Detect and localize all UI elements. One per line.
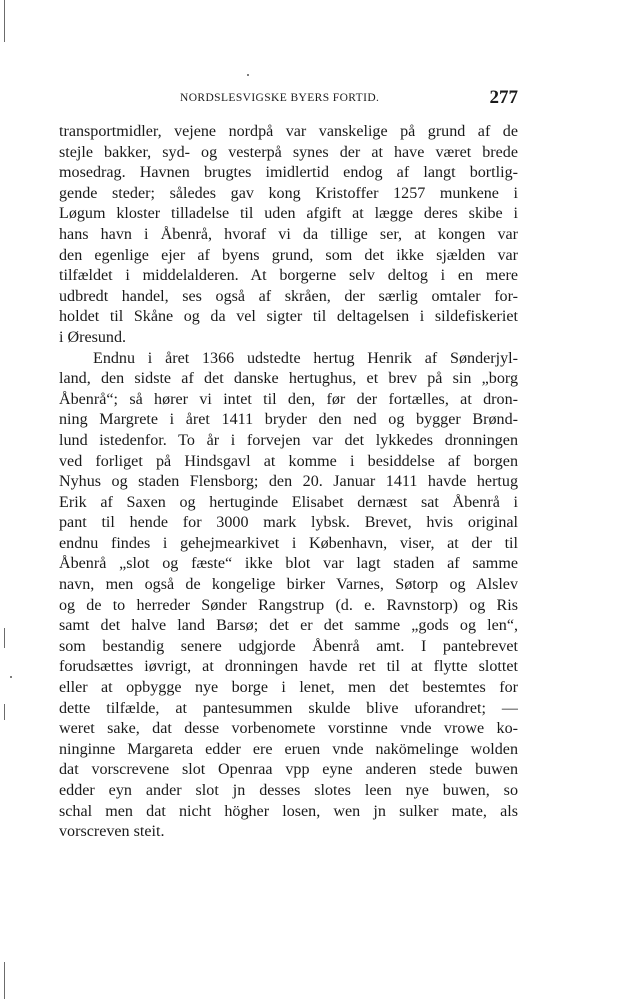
text-line: og de to herreder Sønder Rangstrup (d. e. Ravnstorp) og Ris (59, 596, 518, 614)
text-line: Endnu i året 1366 udstedte hertug Henrik af Sønderjyl- (93, 349, 518, 367)
text-line: som bestandig senere udgjorde Åbenrå amt. I pantebrevet (59, 637, 518, 655)
text-line: den egenlige ejer af byens grund, som det ikke sjælden var (59, 246, 518, 264)
text-line: ninginne Margareta edder ere eruen vnde nakömelinge wolden (59, 740, 518, 758)
text-line: hans havn i Åbenrå, hvoraf vi da tillige ser, at kongen var (59, 225, 518, 243)
text-line: dat vorscrevene slot Openraa vpp eyne anderen stede buwen (59, 761, 518, 779)
text-line: tilfældet i middelalderen. At borgerne selv deltog i en mere (59, 267, 518, 285)
page-header (60, 87, 518, 111)
page-edge-mark (4, 628, 5, 648)
text-line: eller at opbygge nye borge i lenet, men det bestemtes for (59, 679, 518, 697)
text-line: Løgum kloster tilladelse til uden afgift at lægge deres skibe i (59, 205, 518, 223)
text-line: land, den sidste af det danske hertughus, et brev på sin „borg (59, 370, 518, 388)
page-edge-mark (4, 962, 5, 999)
text-line: mosedrag. Havnen brugtes imidlertid endog af langt bortlig- (59, 164, 518, 182)
scan-speck (247, 74, 249, 76)
text-line: gende steder; således gav kong Kristoffer 1257 munkene i (59, 184, 518, 202)
text-line: pant til hende for 3000 mark lybsk. Brevet, hvis original (59, 514, 518, 532)
text-line: navn, men også de kongelige birker Varnes, Søtorp og Alslev (59, 576, 518, 594)
text-line: lund istedenfor. To år i forvejen var det lykkedes dronningen (59, 431, 518, 449)
text-line: udbredt handel, ses også af skråen, der særlig omtaler for- (59, 287, 518, 305)
text-line: Erik af Saxen og hertuginde Elisabet dernæst sat Åbenrå i (59, 493, 518, 511)
running-head: NORDSLESVIGSKE BYERS FORTID. (180, 92, 380, 104)
text-line: schal men dat nicht högher losen, wen jn sulker mate, als (59, 802, 518, 820)
text-line: forudsættes iøvrigt, at dronningen havde ret til at flytte slottet (59, 658, 518, 676)
text-line: dette tilfælde, at pantesummen skulde blive uforandret; — (59, 699, 518, 717)
text-line: Åbenrå „slot og fæste“ ikke blot var lagt staden af samme (59, 555, 518, 573)
text-line: holdet til Skåne og da vel sigter til deltagelsen i sildefiskeriet (59, 308, 518, 326)
text-line: vorscreven steit. (59, 823, 165, 841)
text-line: i Øresund. (59, 328, 127, 346)
text-line: stejle bakker, syd- og vesterpå synes der at have været brede (59, 143, 518, 161)
page-edge-mark (4, 0, 5, 42)
body-text (59, 122, 518, 843)
text-line: weret sake, dat desse vorbenomete vorstinne vnde vrowe ko- (59, 720, 518, 738)
text-line: transportmidler, vejene nordpå var vanskelige på grund af de (59, 123, 518, 140)
text-line: ning Margrete i året 1411 bryder den ned og bygger Brønd- (59, 411, 518, 429)
text-line: ved forliget på Hindsgavl at komme i besiddelse af borgen (59, 452, 518, 470)
text-line: samt det halve land Barsø; det er det samme „gods og len“, (59, 617, 518, 635)
page-edge-mark (4, 704, 5, 720)
scan-speck (10, 676, 12, 678)
text-line: endnu findes i gehejmearkivet i København, viser, at der til (59, 534, 518, 552)
text-line: Nyhus og staden Flensborg; den 20. Januar 1411 havde hertug (59, 473, 518, 491)
page-number: 277 (489, 87, 518, 108)
text-line: Åbenrå“; så hører vi intet til den, før der fortælles, at dron- (59, 390, 518, 408)
text-line: edder eyn ander slot jn desses slotes leen nye buwen, so (59, 782, 518, 799)
